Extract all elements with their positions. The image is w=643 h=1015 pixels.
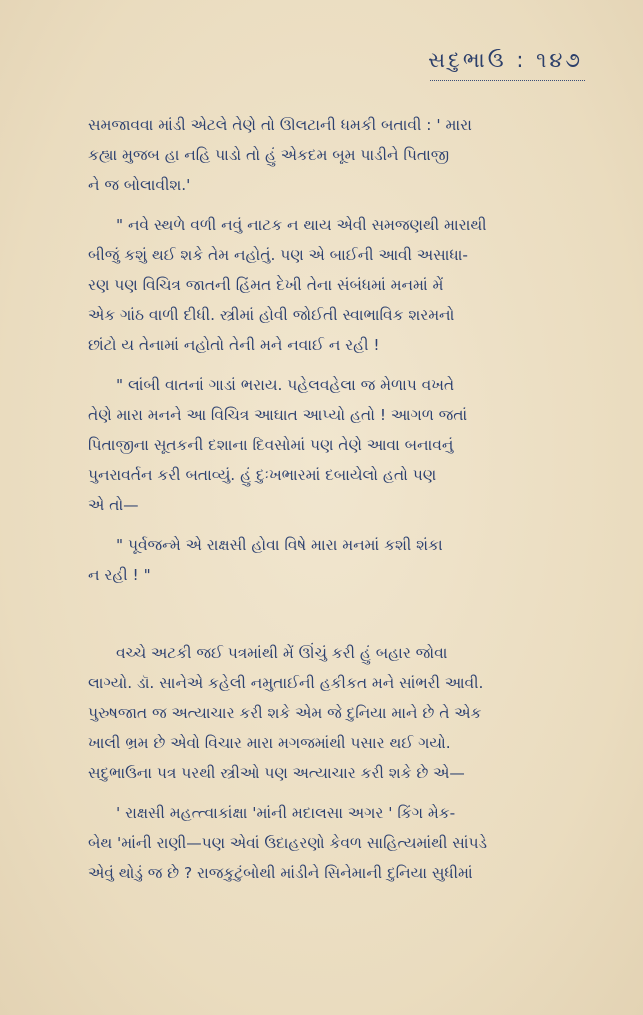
text-line: એક ગાંઠ વાળી દીધી. સ્ત્રીમાં હોવી જોઈતી સ્વાભાવિક શરમનો [88,306,455,324]
text-line: ને જ બોલાવીશ.' [88,176,191,194]
text-line: બીજું કશું થઈ શકે તેમ નહોતું. પણ એ બાઈની આવી અસાધા- [88,246,468,264]
paragraph-5 [88,638,583,788]
text-line: રણ પણ વિચિત્ર જાતની હિંમત દેખી તેના સંબંધમાં મનમાં મેં [88,276,444,294]
paragraph-3 [88,370,583,520]
text-line: " પૂર્વજન્મે એ રાક્ષસી હોવા વિષે મારા મનમાં કશી શંકા [116,536,443,554]
text-line: સદુભાઉના પત્ર પરથી સ્ત્રીઓ પણ અત્યાચાર કરી શકે છે એ— [88,764,465,782]
text-line: ન રહી ! " [88,566,151,584]
page-body [88,110,583,888]
paragraph-2 [88,210,583,360]
text-line: એવું થોડું જ છે ? રાજકુટુંબોથી માંડીને સિનેમાની દુનિયા સુધીમાં [88,864,473,882]
paragraph-4 [88,530,583,590]
text-line: સમજાવવા માંડી એટલે તેણે તો ઊલટાની ધમકી બતાવી : ' મારા [88,116,472,134]
text-line: તેણે મારા મનને આ વિચિત્ર આઘાત આપ્યો હતો ! આગળ જતાં [88,406,468,424]
text-line: પુરુષજાત જ અત્યાચાર કરી શકે એમ જે દુનિયા માને છે તે એક [88,704,482,722]
text-line: બેથ 'માંની રાણી—પણ એવાં ઉદાહરણો કેવળ સાહિત્યમાંથી સાંપડે [88,834,487,852]
text-line: " નવે સ્થળે વળી નવું નાટક ન થાય એવી સમજણથી મારાથી [116,216,487,234]
running-header: સદુભાઉ : ૧૪૭ [428,48,583,72]
text-line: વચ્ચે અટકી જઈ પત્રમાંથી મેં ઊંચું કરી હું બહાર જોવા [116,644,448,662]
paragraph-6 [88,798,583,888]
text-line: પુનરાવર્તન કરી બતાવ્યું. હું દુઃખભારમાં દબાયેલો હતો પણ [88,466,437,484]
text-line: કહ્યા મુજબ હા નહિ પાડો તો હું એકદમ બૂમ પાડીને પિતાજી [88,146,450,164]
text-line: લાગ્યો. ડૉ. સાનેએ કહેલી નમુતાઈની હકીકત મને સાંભરી આવી. [88,674,484,692]
text-line: છાંટો ય તેનામાં નહોતો તેની મને નવાઈ ન રહી ! [88,336,380,354]
paragraph-1 [88,110,583,200]
text-line: એ તો— [88,496,139,514]
text-line: ખાલી ભ્રમ છે એવો વિચાર મારા મગજમાંથી પસાર થઈ ગયો. [88,734,451,752]
header-underline [430,80,585,81]
text-line: ' રાક્ષસી મહત્ત્વાકાંક્ષા 'માંની મદાલસા અગર ' કિંગ મેક- [116,804,456,822]
text-line: " લાંબી વાતનાં ગાડાં ભરાય. પહેલવહેલા જ મેળાપ વખતે [116,376,455,394]
text-line: પિતાજીના સૂતકની દશાના દિવસોમાં પણ તેણે આવા બનાવનું [88,436,454,454]
